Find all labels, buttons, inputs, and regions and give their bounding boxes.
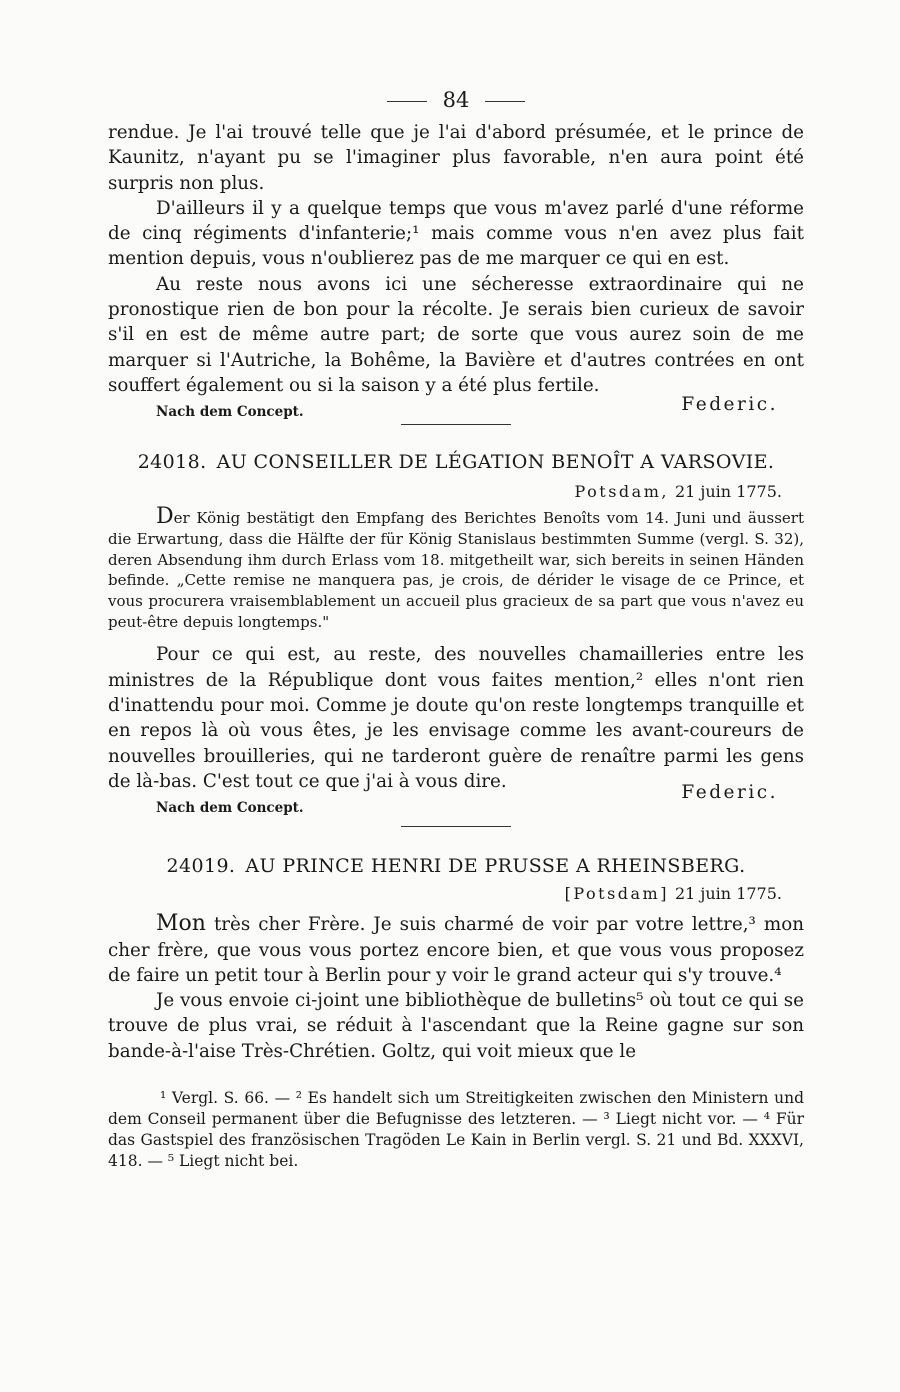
footnote-text: ¹ Vergl. S. 66. — ² Es handelt sich um Streitigkeiten zwischen den Ministern und dem Conseil permanent über die Befugnisse des letzteren. — ³ Liegt nicht vor. — ⁴ Für das Gastspiel des französischen Tragöden Le Kain in Berlin vergl. S. 21 und Bd. XXXVI, 418. — ⁵ Liegt nicht bei. (108, 1089, 804, 1171)
letter-heading (108, 853, 804, 879)
source-note: Nach dem Concept. (156, 404, 304, 421)
intro-closing (108, 394, 804, 422)
letter-closing (108, 782, 804, 818)
intro-paragraph-2: D'ailleurs il y a quelque temps que vous m'avez parlé d'une réforme de cinq régiments d'infanterie;¹ mais comme vous n'en avez plus fait mention depuis, vous n'oublierez pas de me marquer ce qui en est. (108, 197, 804, 270)
dateline (108, 481, 804, 503)
dateline (108, 883, 804, 905)
document-page (108, 80, 804, 1172)
letter-paragraph-1 (108, 911, 804, 988)
letter-paragraph-2: Je vous envoie ci-joint une bibliothèque de bulletins⁵ où tout ce qui se trouve de plus vrai, se réduit à l'ascendant que la Reine gagne sur son bande-à-l'aise Très-Chrétien. Goltz, qui voit mieux que le (108, 990, 804, 1062)
dateline-place: [Potsdam] (564, 884, 669, 904)
section-divider (401, 826, 511, 827)
signature: Federic. (681, 782, 778, 804)
paragraph-initial: Mon (156, 911, 206, 937)
footnotes (108, 1088, 804, 1172)
dateline-date: 21 juin 1775. (674, 884, 782, 904)
signature: Federic. (681, 394, 778, 416)
letter-body: Pour ce qui est, au reste, des nouvelles chamailleries entre les ministres de la République dont vous faites mention,² elles n'ont rien d'inattendu pour moi. Comme je doute qu'on reste longtemps tranquille et en repos là où vous êtes, je les envisage comme les avant-coureurs de nouvelles brouilleries, qui ne tarderont guère de renaître parmi les gens de là-bas. C'est tout ce que j'ai à vous dire. (108, 644, 804, 792)
abstract-text: er König bestätigt den Empfang des Berichtes Benoîts vom 14. Juni und äussert die Erwartung, dass die Hälfte der für König Stanislaus bestimmten Summe (vergl. S. 32), deren Absendung ihm durch Erlass vom 18. mitgetheilt war, sich bereits in seinen Händen befinde. „Cette remise ne manquera pas, je crois, de dérider le visage de ce Prince, et vous procurera vraisemblablement un accueil plus gracieux de sa part que vous n'avez eu peut-être depuis longtemps." (108, 509, 804, 631)
page-number: 84 (108, 80, 804, 120)
page-number-dash-right (485, 101, 525, 102)
section-divider (401, 424, 511, 425)
source-note: Nach dem Concept. (156, 800, 304, 817)
letter-title: AU CONSEILLER DE LÉGATION BENOÎT A VARSOVIE. (216, 451, 775, 474)
intro-paragraph-1: rendue. Je l'ai trouvé telle que je l'ai d'abord présumée, et le prince de Kaunitz, n'ayant pu se l'imaginer plus favorable, n'en aura point été surpris non plus. (108, 122, 804, 194)
intro-paragraph-3: Au reste nous avons ici une sécheresse extraordinaire qui ne pronostique rien de bon pour la récolte. Je serais bien curieux de savoir s'il en est de même autre part; de sorte que vous aurez soin de me marquer si l'Autriche, la Bohême, la Bavière et d'autres contrées en ont souffert également ou si la saison y a été plus fertile. (108, 273, 804, 396)
page-number-dash-left (387, 101, 427, 102)
abstract-initial: D (156, 504, 174, 530)
dateline-date: 21 juin 1775. (674, 482, 782, 502)
letter-title: AU PRINCE HENRI DE PRUSSE A RHEINSBERG. (245, 855, 746, 878)
dateline-place: Potsdam, (574, 482, 669, 502)
letter-number: 24019. (166, 855, 236, 878)
letter-heading (108, 449, 804, 475)
letter-abstract (108, 504, 804, 632)
paragraph-text: très cher Frère. Je suis charmé de voir par votre lettre,³ mon cher frère, que vous vous portez encore bien, et que vous vous proposez de faire un petit tour à Berlin pour y voir le grand acteur qui s'y trouve.⁴ (108, 914, 804, 986)
letter-number: 24018. (137, 451, 207, 474)
